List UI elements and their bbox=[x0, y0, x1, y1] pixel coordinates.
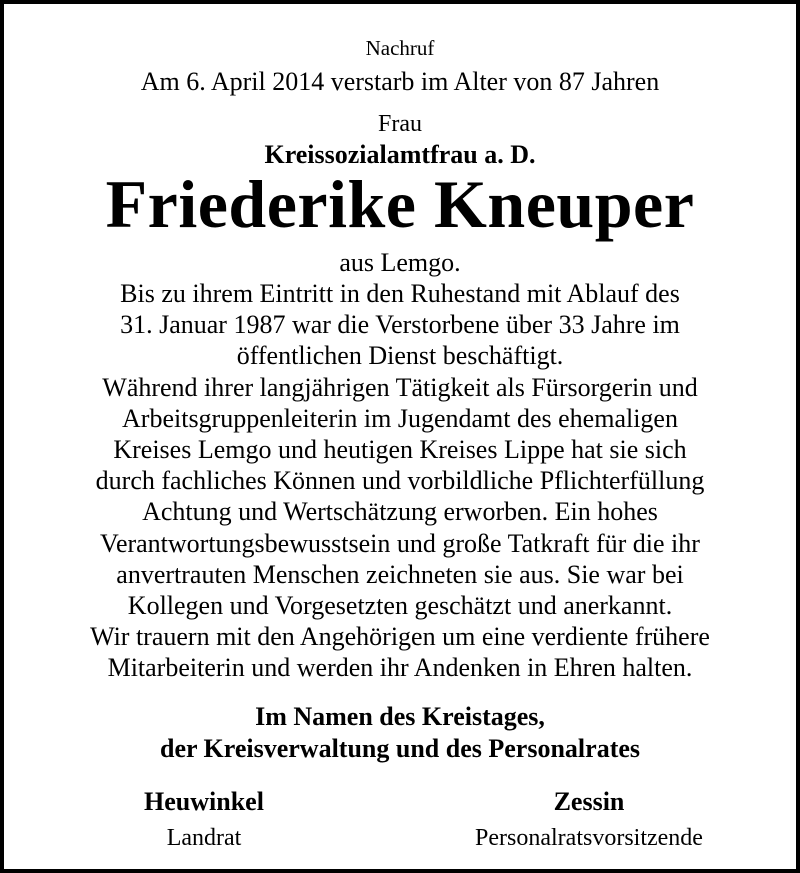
signature-left bbox=[104, 786, 304, 854]
body-line: Verantwortungsbewusstsein und große Tatkraft für die ihr bbox=[100, 528, 700, 558]
notice-label: Nachruf bbox=[365, 36, 435, 60]
salutation: Frau bbox=[378, 111, 422, 137]
body-line: Mitarbeiterin und werden ihr Andenken in Ehren halten. bbox=[107, 653, 693, 683]
signatory-name: Zessin bbox=[553, 787, 625, 816]
body-line: Kollegen und Vorgesetzten geschätzt und anerkannt. bbox=[127, 591, 673, 621]
closing-line-2: der Kreisverwaltung und des Personalrates bbox=[159, 734, 641, 763]
body-line: Achtung und Wertschätzung erworben. Ein hohes bbox=[142, 497, 658, 527]
origin-text: aus Lemgo. bbox=[339, 248, 461, 277]
signatory-name: Heuwinkel bbox=[144, 787, 264, 816]
deceased-title: Kreissozialamtfrau a. D. bbox=[264, 140, 536, 169]
body-line: 31. Januar 1987 war die Verstorbene über 33 Jahre im bbox=[120, 310, 680, 340]
body-line: Bis zu ihrem Eintritt in den Ruhestand mit Ablauf des bbox=[120, 279, 680, 308]
body-line: Arbeitsgruppenleiterin im Jugendamt des ehemaligen bbox=[122, 403, 678, 433]
signatory-role: Personalratsvorsitzende bbox=[475, 825, 703, 851]
deceased-name: Friederike Kneuper bbox=[105, 166, 695, 242]
signatory-role: Landrat bbox=[166, 825, 242, 851]
body-line: anvertrauten Menschen zeichneten sie aus. Sie war bei bbox=[116, 559, 684, 589]
body-line: Wir trauern mit den Angehörigen um eine verdiente frühere bbox=[90, 622, 710, 652]
closing-block bbox=[4, 701, 796, 765]
body-line: Kreises Lemgo und heutigen Kreises Lippe hat sie sich bbox=[113, 435, 687, 465]
body-text bbox=[4, 278, 796, 684]
body-line: Während ihrer langjährigen Tätigkeit als Fürsorgerin und bbox=[102, 372, 698, 402]
body-line: durch fachliches Können und vorbildliche Pflichterfüllung bbox=[95, 466, 705, 496]
closing-line-1: Im Namen des Kreistages, bbox=[255, 702, 545, 731]
signature-right bbox=[424, 786, 754, 854]
body-line: öffentlichen Dienst beschäftigt. bbox=[236, 341, 564, 371]
intro-text: Am 6. April 2014 verstarb im Alter von 87 Jahren bbox=[140, 67, 660, 96]
